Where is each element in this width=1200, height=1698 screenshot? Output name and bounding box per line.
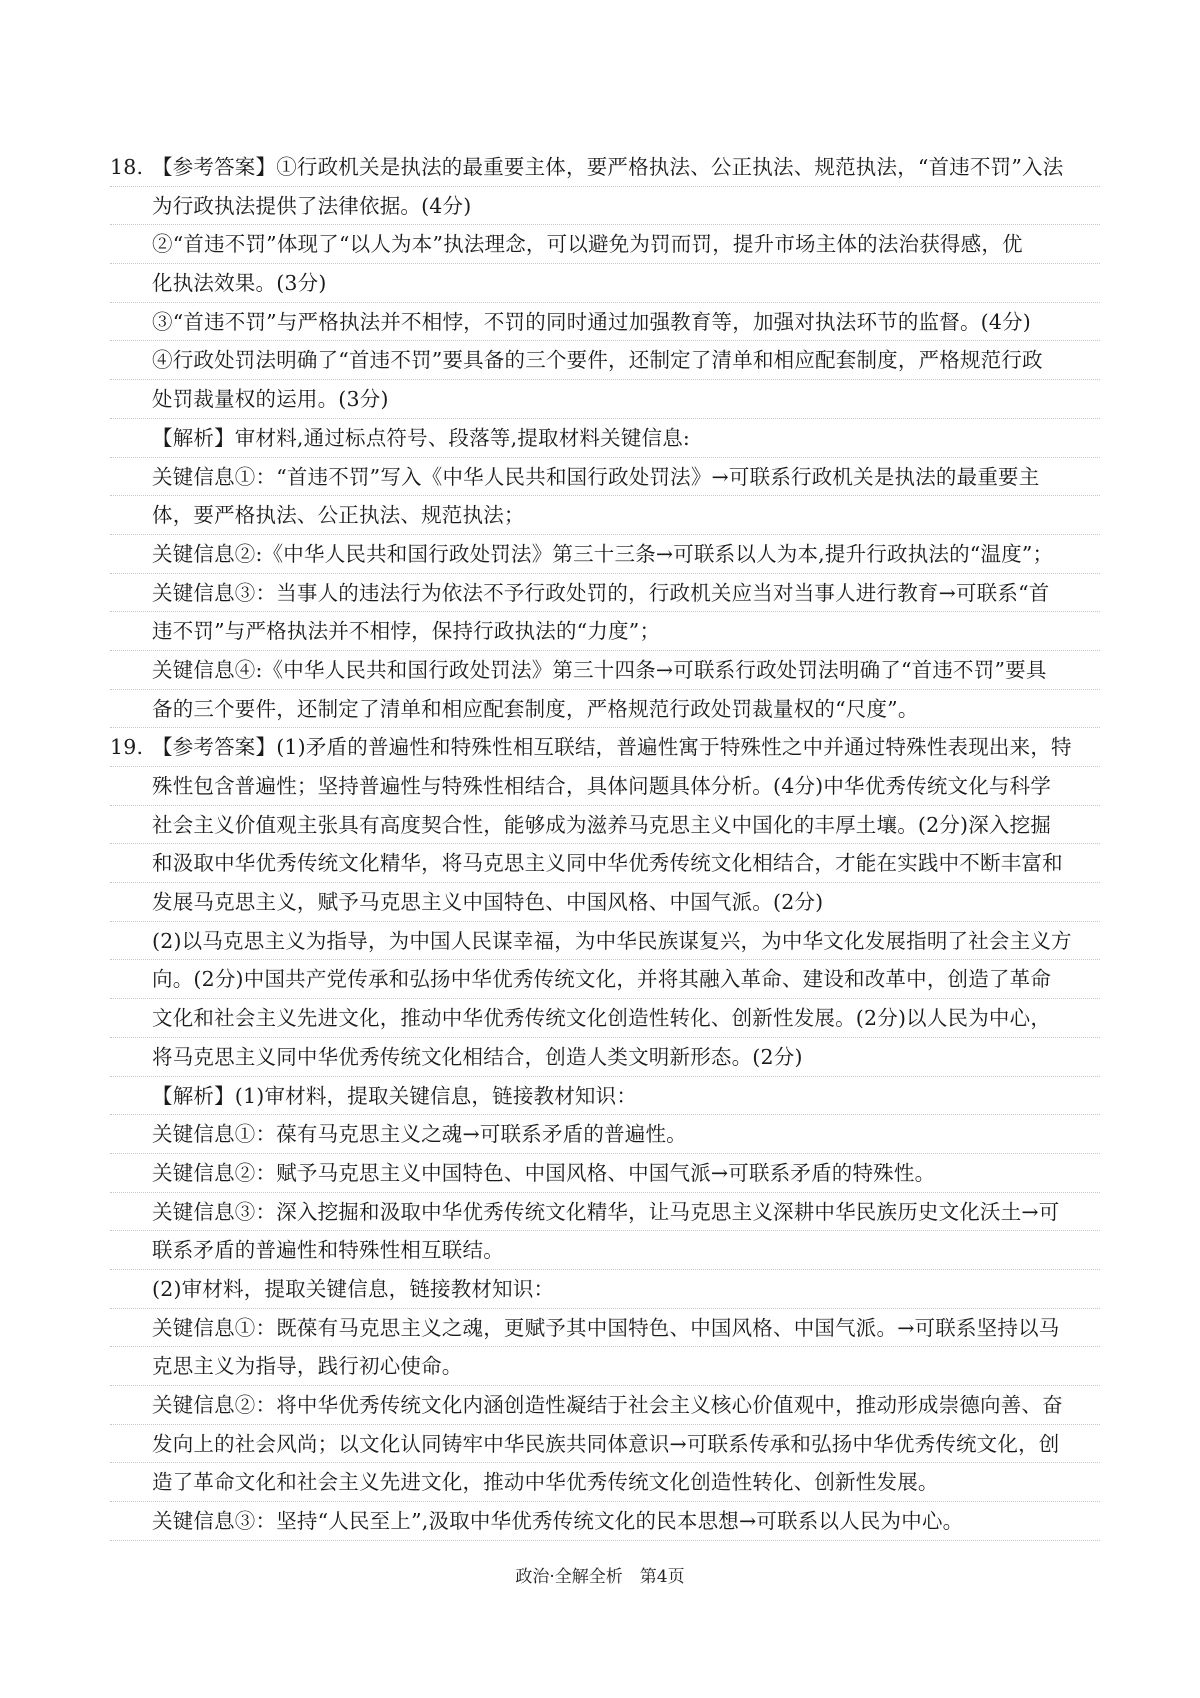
q19-line-text: 社会主义价值观主张具有高度契合性，能够成为滋养马克思主义中国化的丰厚土壤。(2分)深入挖掘 (152, 812, 1052, 837)
q18-line-text: 违不罚”与严格执法并不相悖，保持行政执法的“力度”； (152, 619, 661, 644)
q19-line-text: 造了革命文化和社会主义先进文化，推动中华优秀传统文化创造性转化、创新性发展。 (152, 1470, 939, 1495)
q19-line-text: 发向上的社会风尚；以文化认同铸牢中华民族共同体意识→可联系传承和弘扬中华优秀传统文化，创 (152, 1431, 1060, 1456)
q19-line (110, 1463, 1100, 1502)
q19-line (110, 728, 1100, 767)
q19-line (110, 960, 1100, 999)
q19-line-text: 将马克思主义同中华优秀传统文化相结合，创造人类文明新形态。(2分) (152, 1044, 803, 1069)
q19-line (110, 1309, 1100, 1348)
q19-line (110, 922, 1100, 961)
q18-line-text: 备的三个要件，还制定了清单和相应配套制度，严格规范行政处罚裁量权的“尺度”。 (152, 696, 919, 721)
q18-number: 18. (110, 155, 144, 179)
question-18-block (110, 148, 1100, 728)
q19-line-text: 联系矛盾的普遍性和特殊性相互联结。 (152, 1238, 504, 1263)
q19-line-text: 【解析】(1)审材料，提取关键信息，链接教材知识： (152, 1083, 638, 1108)
q18-line-text: 为行政执法提供了法律依据。(4分) (152, 193, 472, 218)
q19-line-text: 关键信息③：深入挖掘和汲取中华优秀传统文化精华，让马克思主义深耕中华民族历史文化沃土→可 (152, 1199, 1060, 1224)
q19-line-text: 关键信息③：坚持“人民至上”,汲取中华优秀传统文化的民本思想→可联系以人民为中心。 (152, 1509, 964, 1534)
q19-line (110, 767, 1100, 806)
q19-line-text: 和汲取中华优秀传统文化精华，将马克思主义同中华优秀传统文化相结合，才能在实践中不断丰富和 (152, 851, 1063, 876)
q18-line (110, 225, 1100, 264)
q19-number: 19. (110, 735, 144, 760)
q18-line-text: 关键信息③：当事人的违法行为依法不予行政处罚的，行政机关应当对当事人进行教育→可联系“首 (152, 580, 1050, 605)
q19-line (110, 1347, 1100, 1386)
q19-line (110, 883, 1100, 922)
q19-line (110, 1115, 1100, 1154)
q18-line-text: 体，要严格执法、公正执法、规范执法； (152, 503, 525, 528)
q18-line (110, 651, 1100, 690)
q19-line (110, 1502, 1100, 1541)
q18-line-text: ②“首违不罚”体现了“以人为本”执法理念，可以避免为罚而罚，提升市场主体的法治获得感，优 (152, 232, 1023, 257)
q18-line (110, 303, 1100, 342)
q18-line-text: ④行政处罚法明确了“首违不罚”要具备的三个要件，还制定了清单和相应配套制度，严格规范行政 (152, 348, 1043, 373)
q19-line-text: 克思主义为指导，践行初心使命。 (152, 1354, 463, 1379)
q19-line-text: 关键信息①：葆有马克思主义之魂→可联系矛盾的普遍性。 (152, 1122, 687, 1147)
q19-line-text: 向。(2分)中国共产党传承和弘扬中华优秀传统文化，并将其融入革命、建设和改革中，创造了革命 (152, 967, 1052, 992)
q19-line (110, 1231, 1100, 1270)
q18-line-text: 【参考答案】①行政机关是执法的最重要主体，要严格执法、公正执法、规范执法，“首违不罚”入法 (152, 155, 1064, 179)
q19-line (110, 806, 1100, 845)
q19-line (110, 999, 1100, 1038)
q18-line (110, 187, 1100, 226)
q18-line (110, 458, 1100, 497)
page-footer: 政治·全解全析 第4页 (515, 1567, 685, 1587)
q18-line-text: 【解析】审材料,通过标点符号、段落等,提取材料关键信息: (152, 425, 691, 450)
q18-line (110, 341, 1100, 380)
q18-line-text: 关键信息①：“首违不罚”写入《中华人民共和国行政处罚法》→可联系行政机关是执法的最重要主 (152, 464, 1040, 489)
q18-line (110, 148, 1100, 187)
q18-line (110, 574, 1100, 613)
q19-line (110, 1270, 1100, 1309)
q19-line-text: 文化和社会主义先进文化，推动中华优秀传统文化创造性转化、创新性发展。(2分)以人民为中心， (152, 1006, 1052, 1031)
q19-line-text: 关键信息②：赋予马克思主义中国特色、中国风格、中国气派→可联系矛盾的特殊性。 (152, 1160, 936, 1185)
q18-line-text: 处罚裁量权的运用。(3分) (152, 387, 389, 412)
q18-line (110, 496, 1100, 535)
q19-line (110, 1193, 1100, 1232)
q19-line-text: (2)以马克思主义为指导，为中国人民谋幸福，为中华民族谋复兴，为中华文化发展指明了社会主义方 (152, 928, 1072, 953)
q19-line-text: 关键信息①：既葆有马克思主义之魂，更赋予其中国特色、中国风格、中国气派。→可联系坚持以马 (152, 1315, 1060, 1340)
q19-line-text: 发展马克思主义，赋予马克思主义中国特色、中国风格、中国气派。(2分) (152, 890, 824, 915)
q18-line-text: 化执法效果。(3分) (152, 271, 327, 296)
q19-line (110, 844, 1100, 883)
q19-line (110, 1425, 1100, 1464)
q18-line-text: 关键信息④:《中华人民共和国行政处罚法》第三十四条→可联系行政处罚法明确了“首违不罚”要具 (152, 657, 1047, 682)
q19-line (110, 1154, 1100, 1193)
q19-line-text: 殊性包含普遍性；坚持普遍性与特殊性相结合，具体问题具体分析。(4分)中华优秀传统文化与科学 (152, 774, 1052, 798)
q18-line-text: ③“首违不罚”与严格执法并不相悖，不罚的同时通过加强教育等，加强对执法环节的监督。(4分) (152, 309, 1031, 334)
q18-line (110, 380, 1100, 419)
q19-line (110, 1038, 1100, 1077)
q19-line (110, 1386, 1100, 1425)
q18-line (110, 612, 1100, 651)
q18-line (110, 264, 1100, 303)
q18-line-text: 关键信息②:《中华人民共和国行政处罚法》第三十三条→可联系以人为本,提升行政执法的“温度”； (152, 541, 1054, 566)
q18-line (110, 535, 1100, 574)
q19-line-text: 关键信息②：将中华优秀传统文化内涵创造性凝结于社会主义核心价值观中，推动形成崇德向善、奋 (152, 1393, 1063, 1417)
question-19-block (110, 728, 1100, 1540)
answer-content (110, 148, 1100, 1541)
q18-line (110, 419, 1100, 458)
q19-line-text: (2)审材料，提取关键信息，链接教材知识： (152, 1276, 555, 1301)
q19-line (110, 1077, 1100, 1116)
q19-line-text: 【参考答案】(1)矛盾的普遍性和特殊性相互联结，普遍性寓于特殊性之中并通过特殊性表现出来，特 (152, 735, 1072, 760)
q18-line (110, 690, 1100, 729)
